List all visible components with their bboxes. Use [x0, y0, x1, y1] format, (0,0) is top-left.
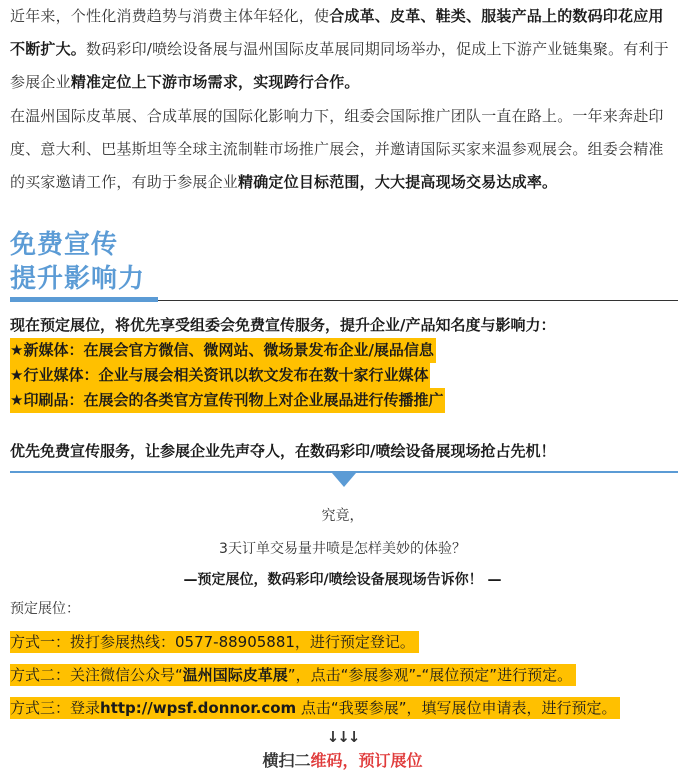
heading-rule	[158, 300, 678, 301]
promo-item-print	[10, 388, 445, 413]
promo-item-new-media	[10, 338, 445, 363]
wechat-account-name: 温州国际皮革展	[182, 666, 288, 684]
footer-cut-text	[0, 748, 685, 770]
method-3-text-c: 点击“我要参展”，填写展位申请表，进行预定。	[296, 699, 617, 717]
promo-item-industry-media	[10, 363, 445, 388]
method-3-text-a: 方式三：登录	[10, 699, 101, 717]
footer-text-a: 横扫二	[262, 751, 311, 770]
booking-method-3	[10, 697, 620, 719]
ask-tagline: —预定展位，数码彩印/喷绘设备展现场告诉你！ —	[183, 572, 502, 588]
p1-text-1: 近年来，个性化消费趋势与消费主体年轻化，使	[10, 7, 330, 25]
down-arrows-icon: ↓↓↓	[326, 728, 359, 746]
ask-line-2: 3天订单交易量井喷是怎样美妙的体验？	[219, 541, 466, 557]
booking-method-2	[10, 664, 576, 686]
intro-paragraph-1	[10, 0, 670, 99]
promo-item-text: ★印刷品：在展会的各类官方宣传刊物上对企业展品进行传播推广	[10, 388, 445, 413]
promo-item-text: ★行业媒体：企业与展会相关资讯以软文发布在数十家行业媒体	[10, 363, 430, 388]
method-2-highlight	[10, 664, 576, 686]
heading-line-2: 提升影响力	[10, 264, 146, 294]
booking-method-1	[10, 631, 419, 653]
method-2-text-c: ”，点击“参展参观”-“展位预定”进行预定。	[287, 666, 573, 684]
p2-bold-1: 精确定位目标范围，大大提高现场交易达成率。	[238, 173, 558, 191]
section-heading	[10, 228, 145, 296]
footer-text-b: 维码，预订展位	[310, 751, 423, 770]
booking-url-link[interactable]: http://wpsf.donnor.com	[100, 699, 297, 717]
heading-line-1: 免费宣传	[10, 230, 119, 260]
p1-bold-2: 精准定位上下游市场需求，实现跨行合作。	[70, 73, 360, 91]
method-1-text: 方式一：拨打参展热线：0577-88905881，进行预定登记。	[10, 631, 419, 653]
down-triangle-icon	[332, 473, 356, 487]
heading-underline-bar	[10, 297, 158, 302]
method-3-highlight	[10, 697, 620, 719]
promo-intro: 现在预定展位，将优先享受组委会免费宣传服务，提升企业/产品知名度与影响力：	[10, 316, 556, 334]
priority-statement: 优先免费宣传服务，让参展企业先声夺人，在数码彩印/喷绘设备展现场抢占先机！	[10, 442, 556, 460]
p1-text-2: 数码彩印/喷绘设备展与温州国际皮革展同期同场举办，促成上下游产业链集聚。有利于参展企业	[10, 40, 669, 91]
p2-text-1: 在温州国际皮革展、合成革展的国际化影响力下，组委会国际推广团队一直在路上。一年来奔赴印度、意大利、巴基斯坦等全球主流制鞋市场推广展会，并邀请国际买家来温参观展会。组委会精准的买家邀请工作，有助于参展企业	[10, 107, 664, 191]
intro-paragraph-2	[10, 100, 670, 199]
promo-benefits-list	[10, 338, 445, 413]
promo-item-text: ★新媒体：在展会官方微信、微网站、微场景发布企业/展品信息	[10, 338, 436, 363]
p1-bold-1: 合成革、皮革、鞋类、服装产品上的数码印花应用不断扩大。	[10, 7, 664, 58]
booking-label: 预定展位：	[10, 601, 80, 617]
ask-line-1: 究竟，	[321, 508, 364, 524]
method-2-text-a: 方式二：关注微信公众号“	[10, 666, 183, 684]
